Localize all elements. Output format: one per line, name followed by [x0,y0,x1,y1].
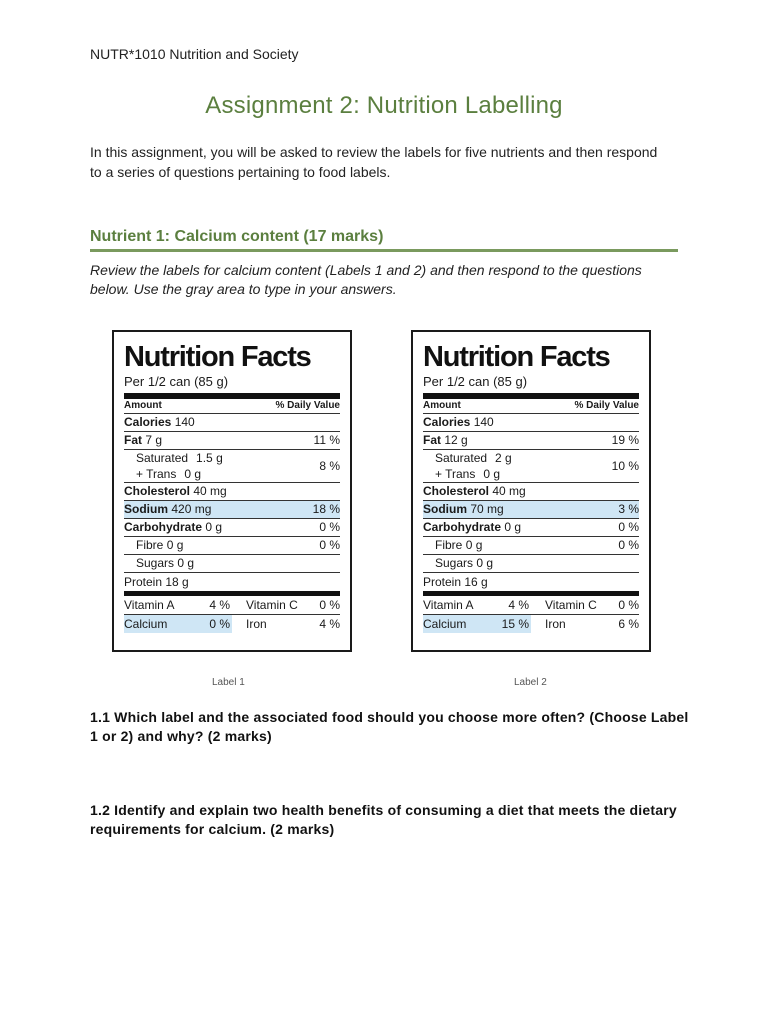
saturated-value: 1.5 g [196,451,223,465]
nf-sodium-row [124,501,340,519]
nf-mineral-row [124,615,340,633]
carbohydrate-value: 0 g [504,520,522,534]
iron-label: Iron [545,617,566,631]
sugars-label: Sugars [136,556,175,570]
nutrition-label-2 [411,330,651,652]
vitamin-a-label: Vitamin A [423,598,474,612]
trans-label: + Trans [435,467,476,481]
saturated-label: Saturated [435,451,488,465]
section-instructions: Review the labels for calcium content (Labels 1 and 2) and then respond to the questions below. Use the gray area to type in your answers. [90,262,642,297]
saturated-value: 2 g [495,451,512,465]
protein-value: 16 g [464,575,488,589]
nf-title: Nutrition Facts [423,341,610,373]
cholesterol-value: 40 mg [193,484,227,498]
fat-label: Fat [423,433,441,447]
fibre-label: Fibre [435,538,463,552]
nf-carbohydrate-row [423,519,639,537]
intro-paragraph: In this assignment, you will be asked to review the labels for five nutrients and then respond to a series of questions pertaining to food labels. [90,144,658,180]
carbohydrate-value: 0 g [205,520,223,534]
nf-protein-row [423,573,639,596]
sodium-value: 420 mg [171,502,212,516]
iron-dv: 4 % [319,617,340,631]
nf-fat-row [124,432,340,450]
calcium-cell [124,615,232,633]
vitamin-c-dv: 0 % [618,598,639,612]
trans-value: 0 g [483,467,501,481]
nf-title: Nutrition Facts [124,341,311,373]
amount-header: Amount [124,400,162,411]
nf-vitamin-row [124,596,340,615]
nf-sodium-row [423,501,639,519]
sugars-value: 0 g [177,556,195,570]
sugars-label: Sugars [435,556,474,570]
fibre-label: Fibre [136,538,164,552]
nf-sugars-row [423,555,639,573]
carbohydrate-dv: 0 % [319,520,340,534]
nf-protein-row [124,573,340,596]
calories-value: 140 [174,415,195,429]
fat-label: Fat [124,433,142,447]
sodium-dv: 3 % [618,502,639,516]
fibre-dv: 0 % [618,538,639,552]
section-heading: Nutrient 1: Calcium content (17 marks) [90,228,384,245]
section-divider [90,249,678,252]
sodium-dv: 18 % [312,502,340,516]
nf-carbohydrate-row [124,519,340,537]
nf-serving: Per 1/2 can (85 g) [423,374,639,399]
nf-fibre-row [423,537,639,555]
fat-dv: 19 % [611,433,639,447]
fibre-dv: 0 % [319,538,340,552]
calcium-label: Calcium [124,617,168,631]
fat-value: 12 g [444,433,468,447]
protein-label: Protein [124,575,163,589]
vitamin-a-label: Vitamin A [124,598,175,612]
nf-calories-row [124,414,340,432]
vitamin-a-dv: 4 % [209,598,230,612]
trans-label: + Trans [136,467,177,481]
sodium-value: 70 mg [470,502,504,516]
calcium-dv: 15 % [501,617,529,631]
sodium-label: Sodium [124,502,168,516]
saturated-dv: 10 % [611,459,639,473]
nf-saturated-group [124,450,340,483]
saturated-dv: 8 % [319,459,340,473]
nf-vitamin-row [423,596,639,615]
nf-sugars-row [124,555,340,573]
iron-dv: 6 % [618,617,639,631]
dv-header: % Daily Value [275,400,340,411]
protein-value: 18 g [165,575,189,589]
sodium-label: Sodium [423,502,467,516]
label-2-caption: Label 2 [514,677,547,688]
nf-mineral-row [423,615,639,633]
page-title: Assignment 2: Nutrition Labelling [205,92,563,119]
fat-value: 7 g [145,433,163,447]
vitamin-a-dv: 4 % [508,598,529,612]
cholesterol-value: 40 mg [492,484,526,498]
calcium-dv: 0 % [209,617,230,631]
vitamin-c-label: Vitamin C [246,598,298,612]
amount-header: Amount [423,400,461,411]
nf-cholesterol-row [423,483,639,501]
question-1-1: 1.1 Which label and the associated food should you choose more often? (Choose Label 1 or 2) and why? (2 marks) [90,709,689,744]
carbohydrate-label: Carbohydrate [124,520,203,534]
cholesterol-label: Cholesterol [423,484,490,498]
calcium-cell [423,615,531,633]
saturated-label: Saturated [136,451,189,465]
nf-fibre-row [124,537,340,555]
calories-value: 140 [473,415,494,429]
fat-dv: 11 % [313,433,340,447]
carbohydrate-label: Carbohydrate [423,520,502,534]
nf-fat-row [423,432,639,450]
fibre-value: 0 g [465,538,483,552]
calories-label: Calories [423,415,471,429]
nutrition-label-1 [112,330,352,652]
fibre-value: 0 g [166,538,184,552]
nf-serving: Per 1/2 can (85 g) [124,374,340,399]
course-header: NUTR*1010 Nutrition and Society [90,46,299,62]
dv-header: % Daily Value [574,400,639,411]
question-1-2: 1.2 Identify and explain two health benefits of consuming a diet that meets the dietary requirements for calcium. (2 marks) [90,802,677,837]
vitamin-c-label: Vitamin C [545,598,597,612]
calories-label: Calories [124,415,172,429]
iron-label: Iron [246,617,267,631]
nf-saturated-group [423,450,639,483]
carbohydrate-dv: 0 % [618,520,639,534]
trans-value: 0 g [184,467,202,481]
nf-header-row [124,399,340,414]
nf-cholesterol-row [124,483,340,501]
nf-header-row [423,399,639,414]
protein-label: Protein [423,575,462,589]
cholesterol-label: Cholesterol [124,484,191,498]
vitamin-c-dv: 0 % [319,598,340,612]
sugars-value: 0 g [476,556,494,570]
calcium-label: Calcium [423,617,467,631]
nf-calories-row [423,414,639,432]
label-1-caption: Label 1 [212,677,245,688]
